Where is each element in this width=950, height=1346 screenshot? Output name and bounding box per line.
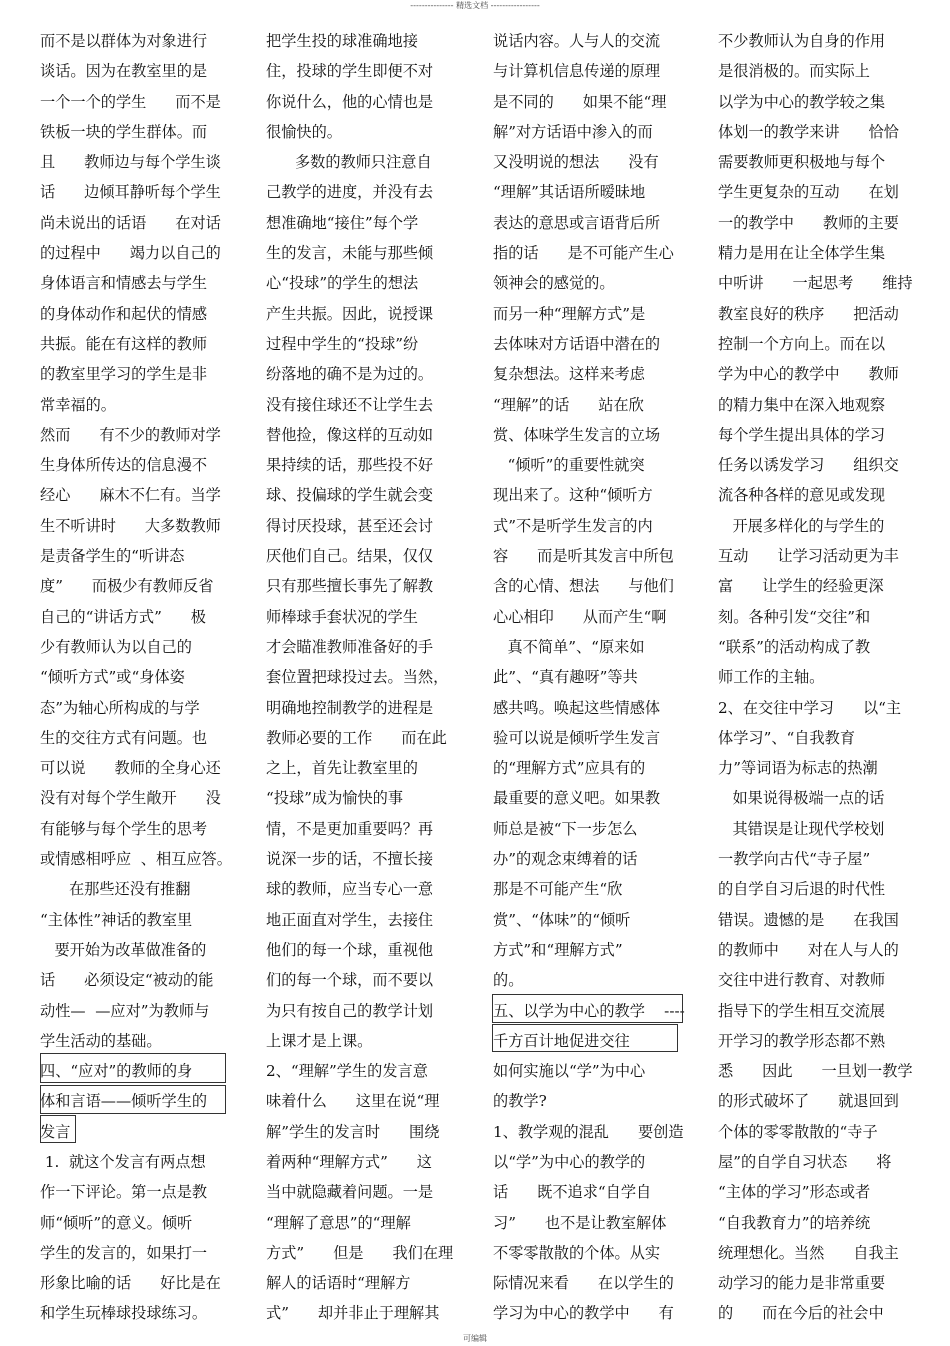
text-line: 一的教学中 教师的主要 (718, 213, 899, 232)
text-line: 含的心情、想法 与他们 (493, 577, 674, 596)
text-line: 他们的每一个球，重视他 (266, 940, 434, 959)
text-line: 多数的教师只注意自 (266, 153, 432, 172)
text-line: 习” 也不是让教室解体 (493, 1213, 667, 1232)
text-line: 千方百计地促进交往 (493, 1031, 630, 1050)
text-line: 然而 有不少的教师对学 (40, 425, 221, 444)
text-line: 学生的发言的，如果打一 (40, 1243, 208, 1262)
text-line: 精力是用在让全体学生集 (718, 244, 886, 263)
text-line: 交往中进行教育、对教师 (718, 971, 886, 990)
text-line: 很愉快的。 (266, 122, 342, 141)
text-line: 要开始为改革做准备的 (40, 940, 207, 959)
text-line: 你说什么，他的心情也是 (266, 92, 434, 111)
text-line: 或情感相呼应 、相互应答。 (40, 850, 232, 869)
text-line: 当中就隐藏着问题。一是 (266, 1183, 434, 1202)
text-line: 情，不是更加重要吗？再 (266, 819, 434, 838)
text-line: 如果说得极端一点的话 (718, 789, 885, 808)
text-line: 果持续的话，那些投不好 (266, 456, 434, 475)
text-line: 之上，首先让教室里的 (266, 759, 418, 778)
text-line: “倾听方式”或“身体姿 (40, 668, 185, 687)
text-line: 容 而是听其发言中所包 (493, 547, 674, 566)
text-line: 刻。各种引发“交往”和 (718, 607, 871, 626)
text-line: 生身体所传达的信息漫不 (40, 456, 208, 475)
text-line: 常幸福的。 (40, 395, 116, 414)
text-line: 的自学自习后退的时代性 (718, 880, 886, 899)
text-line: 的形式破坏了 就退回到 (718, 1092, 899, 1111)
text-line: 态”为轴心所构成的与学 (40, 698, 200, 717)
text-line: 个体的零零散散的“寺子 (718, 1122, 878, 1141)
text-line: 师总是被“下一步怎么 (493, 819, 638, 838)
text-line: 的 而在今后的社会中 (718, 1304, 884, 1323)
text-line: 而不是以群体为对象进行 (40, 32, 208, 50)
text-line: 需要教师更积极地与每个 (718, 153, 886, 172)
text-line: 任务以诱发学习 组织交 (718, 456, 899, 475)
text-line: 不零零散散的个体。从实 (493, 1243, 661, 1262)
text-line: 以“学”为中心的教学的 (493, 1152, 646, 1171)
text-line: 发言 (40, 1122, 71, 1141)
text-line: 开展多样化的与学生的 (718, 516, 885, 535)
text-line: “理解”的话 站在欣 (493, 395, 644, 414)
text-line: 五、以学为中心的教学 ---- (493, 1001, 685, 1020)
text-line: 流各种各样的意见或发现 (718, 486, 886, 505)
text-column-3 (493, 26, 689, 1329)
text-line: 1、教学观的混乱 要创造 (493, 1122, 684, 1141)
heading-box-4-line2 (40, 1085, 226, 1114)
text-line: 动学习的能力是非常重要 (718, 1274, 886, 1293)
text-line: 说深一步的话，不擅长接 (266, 850, 434, 869)
text-line: 表达的意思或言语背后所 (493, 213, 661, 232)
text-line: 如何实施以“学”为中心 (493, 1062, 646, 1081)
text-line: 的教室里学习的学生是非 (40, 365, 208, 384)
text-line: 不少教师认为自身的作用 (718, 32, 886, 50)
text-line: 动性— —应对”为教师与 (40, 1001, 210, 1020)
text-line: 且 教师边与每个学生谈 (40, 153, 221, 172)
text-line: 学生更复杂的互动 在划 (718, 183, 899, 202)
text-line: 的。 (493, 971, 524, 990)
text-line: 赏”、“体味”的“倾听 (493, 910, 631, 929)
text-line: 们的每一个球，而不要以 (266, 971, 434, 990)
text-line: 统理想化。当然 自我主 (718, 1243, 899, 1262)
text-line: 力”等词语为标志的热潮 (718, 759, 878, 778)
text-column-4 (718, 26, 914, 1329)
text-line: 的教师中 对在人与人的 (718, 940, 899, 959)
text-line: 味着什么 这里在说“理 (266, 1092, 440, 1111)
text-line: 最重要的意义吧。如果教 (493, 789, 661, 808)
text-line: 屋”的自学自习状态 将 (718, 1152, 892, 1171)
heading-box-5-line2 (492, 1024, 678, 1052)
text-line: 富 让学生的经验更深 (718, 577, 884, 596)
text-line: 的教学? (493, 1092, 547, 1111)
text-line: 与计算机信息传递的原理 (493, 62, 661, 81)
text-line: 解”对方话语中渗入的而 (493, 122, 653, 141)
text-line: 的过程中 竭力以自己的 (40, 244, 221, 263)
text-line: 又没明说的想法 没有 (493, 153, 659, 172)
text-line: 共振。能在有这样的教师 (40, 334, 208, 353)
text-line: 真不简单”、“原来如 (493, 637, 645, 656)
text-line: 话 既不追求“自学自 (493, 1183, 652, 1202)
text-line: 2、在交往中学习 以“主 (718, 698, 902, 717)
text-line: 没有接住球还不让学生去 (266, 395, 434, 414)
text-line: 可以说 教师的全身心还 (40, 759, 221, 778)
text-line: 一教学向古代“寺子屋” (718, 850, 871, 869)
text-line: 少有教师认为以自己的 (40, 637, 192, 656)
text-line: 的“理解方式”应具有的 (493, 759, 646, 778)
text-line: 方式” 但是 我们在理 (266, 1243, 454, 1262)
heading-box-5-line1 (492, 994, 683, 1023)
text-line: 解人的话语时“理解方 (266, 1274, 411, 1293)
text-line: 学为中心的教学中 教师 (718, 365, 899, 384)
text-line: “自我教育力”的培养统 (718, 1213, 871, 1232)
text-line: 是不同的 如果不能“理 (493, 92, 667, 111)
text-line: 其错误是让现代学校划 (718, 819, 885, 838)
page-footer: 可编辑 (463, 1334, 487, 1343)
text-line: 四、“应对”的教师的身 (40, 1062, 193, 1081)
text-line: 指的话 是不可能产生心 (493, 244, 674, 263)
text-line: 谈话。因为在教室里的是 (40, 62, 208, 81)
text-line: 己教学的进度，并没有去 (266, 183, 434, 202)
text-line: 中听讲 一起思考 维持 (718, 274, 913, 293)
text-line: 悉 因此 一旦划一教学 (718, 1062, 913, 1081)
text-line: 体划一的教学来讲 恰恰 (718, 122, 899, 141)
text-line: 替他捡，像这样的互动如 (266, 425, 434, 444)
text-line: 心“投球”的学生的想法 (266, 274, 419, 293)
text-line: “主体性”神话的教室里 (40, 910, 193, 929)
text-line: 控制一个方向上。而在以 (718, 334, 886, 353)
text-line: 只有那些擅长事先了解教 (266, 577, 434, 596)
text-line: 上课才是上课。 (266, 1031, 373, 1050)
text-line: 此”、“真有趣呀”等共 (493, 668, 638, 687)
text-line: 现出来了。这种“倾听方 (493, 486, 653, 505)
text-line: 生的交往方式有问题。也 (40, 728, 208, 747)
text-line: 地正面直对学生，去接住 (266, 910, 434, 929)
text-line: 一个一个的学生 而不是 (40, 92, 221, 111)
text-line: 想准确地“接住”每个学 (266, 213, 419, 232)
text-line: 自己的“讲话方式” 极 (40, 607, 206, 626)
text-line: 过程中学生的“投球”纷 (266, 334, 419, 353)
text-line: 体学习”、“自我教育 (718, 728, 856, 747)
text-line: 着两种“理解方式” 这 (266, 1152, 432, 1171)
text-line: 领神会的感觉的。 (493, 274, 615, 293)
text-line: 而另一种“理解方式”是 (493, 304, 646, 323)
text-line: 套位置把球投过去。当然， (266, 668, 449, 687)
text-line: 没有对每个学生敞开 没 (40, 789, 221, 808)
text-line: 师工作的主轴。 (718, 668, 825, 687)
text-line: 纷落地的确不是为过的。 (266, 365, 434, 384)
text-line: 解”学生的发言时 围绕 (266, 1122, 440, 1141)
text-line: 把学生投的球准确地接 (266, 32, 418, 50)
text-line: “理解”其话语所暧昧地 (493, 183, 646, 202)
text-line: “主体的学习”形态或者 (718, 1183, 871, 1202)
text-line: 得讨厌投球，甚至还会讨 (266, 516, 434, 535)
text-line: 师“倾听”的意义。倾听 (40, 1213, 193, 1232)
text-line: 心心相印 从而产生“啊 (493, 607, 667, 626)
text-line: 厌他们自己。结果，仅仅 (266, 547, 434, 566)
text-line: 话 必须设定“被动的能 (40, 971, 214, 990)
text-line: 式”不是听学生发言的内 (493, 516, 653, 535)
text-line: 的身体动作和起伏的情感 (40, 304, 208, 323)
text-line: 指导下的学生相互交流展 (718, 1001, 886, 1020)
text-line: 说话内容。人与人的交流 (493, 32, 661, 50)
text-line: 尚未说出的话语 在对话 (40, 213, 221, 232)
text-line: 1. 就这个发言有两点想 (40, 1152, 206, 1171)
text-line: 互动 让学习活动更为丰 (718, 547, 899, 566)
text-line: 话 边倾耳静听每个学生 (40, 183, 221, 202)
text-line: 生不听讲时 大多数教师 (40, 516, 221, 535)
text-line: 办”的观念束缚着的话 (493, 850, 638, 869)
text-line: “联系”的活动构成了教 (718, 637, 871, 656)
text-line: 式” 却并非止于理解其 (266, 1304, 440, 1323)
text-line: 学生活动的基础。 (40, 1031, 162, 1050)
text-line: 错误。遗憾的是 在我国 (718, 910, 899, 929)
text-line: 体和言语——倾听学生的 (40, 1092, 208, 1111)
text-column-2 (266, 26, 462, 1329)
text-line: 才会瞄准教师准备好的手 (266, 637, 434, 656)
text-line: 作一下评论。第一点是教 (40, 1183, 208, 1202)
text-line: 赏、体味学生发言的立场 (493, 425, 661, 444)
text-line: 球的教师，应当专心一意 (266, 880, 434, 899)
text-line: 际情况来看 在以学生的 (493, 1274, 674, 1293)
text-line: 感共鸣。唤起这些情感体 (493, 698, 661, 717)
text-line: 明确地控制教学的进程是 (266, 698, 434, 717)
heading-box-4-line1 (40, 1053, 226, 1083)
text-line: 经心 麻木不仁有。当学 (40, 486, 221, 505)
text-line: 度” 而极少有教师反省 (40, 577, 214, 596)
text-line: 是很消极的。而实际上 (718, 62, 870, 81)
text-line: 是责备学生的“听讲态 (40, 547, 185, 566)
text-line: 以学为中心的教学较之集 (718, 92, 886, 111)
text-line: “投球”成为愉快的事 (266, 789, 404, 808)
text-line: 方式”和“理解方式” (493, 940, 623, 959)
text-line: “理解了意思”的“理解 (266, 1213, 411, 1232)
text-line: 的精力集中在深入地观察 (718, 395, 886, 414)
text-line: 身体语言和情感去与学生 (40, 274, 208, 293)
text-line: 球、投偏球的学生就会变 (266, 486, 434, 505)
text-line: 每个学生提出具体的学习 (718, 425, 886, 444)
text-line: 在那些还没有推翻 (40, 880, 191, 899)
heading-box-4-line3 (40, 1115, 76, 1143)
text-line: 教师必要的工作 而在此 (266, 728, 447, 747)
text-line: “倾听”的重要性就突 (493, 456, 645, 475)
text-line: 学习为中心的教学中 有 (493, 1304, 674, 1323)
text-line: 2、“理解”学生的发言意 (266, 1062, 428, 1081)
text-line: 产生共振。因此，说授课 (266, 304, 434, 323)
text-line: 验可以说是倾听学生发言 (493, 728, 661, 747)
text-line: 铁板一块的学生群体。而 (40, 122, 208, 141)
text-line: 住，投球的学生即便不对 (266, 62, 434, 81)
text-line: 生的发言，未能与那些倾 (266, 244, 434, 263)
text-line: 为只有按自己的教学计划 (266, 1001, 434, 1020)
text-line: 教室良好的秩序 把活动 (718, 304, 899, 323)
text-line: 去体味对方话语中潜在的 (493, 334, 661, 353)
text-line: 有能够与每个学生的思考 (40, 819, 208, 838)
text-line: 开学习的教学形态都不熟 (718, 1031, 886, 1050)
text-line: 师棒球手套状况的学生 (266, 607, 418, 626)
text-line: 那是不可能产生“欣 (493, 880, 623, 899)
text-line: 形象比喻的话 好比是在 (40, 1274, 221, 1293)
text-line: 和学生玩棒球投球练习。 (40, 1304, 208, 1323)
page-header: --------------- 精选文档 ----------------- (410, 1, 540, 10)
text-line: 复杂想法。这样来考虑 (493, 365, 645, 384)
